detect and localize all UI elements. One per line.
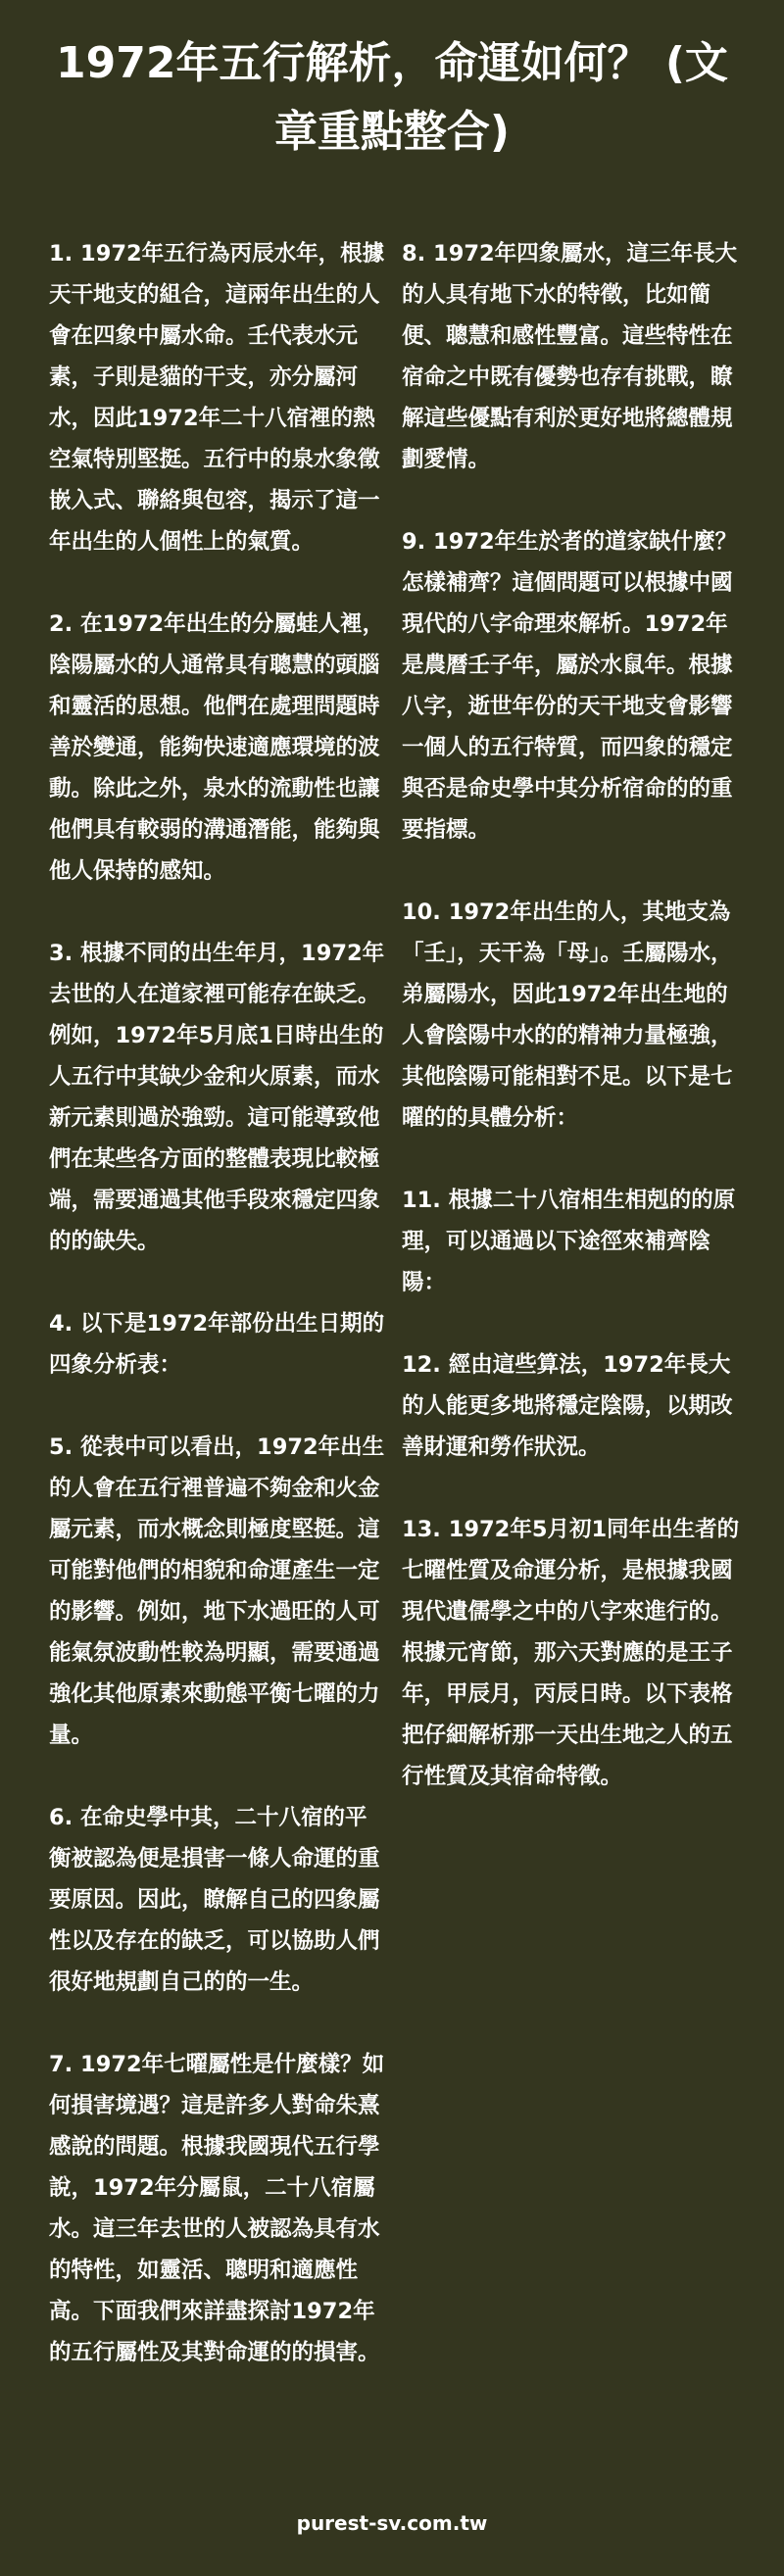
paragraph-12: 12. 經由這些算法，1972年長大的人能更多地將穩定陰陽，以期改善財運和勞作狀況。 [402, 1352, 733, 1460]
right-column [402, 233, 740, 1838]
paragraph-4: 4. 以下是1972年部份出生日期的四象分析表： [49, 1311, 385, 1378]
paragraph-13: 13. 1972年5月初1同年出生者的七曜性質及命運分析，是根據我國現代遺儒學之中的八字來進行的。根據元宵節，那六天對應的是王子年，甲辰月，丙辰日時。以下表格把仔細解析那一天出生地之人的五行性質及其宿命特徵。 [402, 1517, 740, 1789]
paragraph-1: 1. 1972年五行為丙辰水年，根據天干地支的組合，這兩年出生的人會在四象中屬水命。壬代表水元素，子則是貓的干支，亦分屬河水，因此1972年二十八宿裡的熱空氣特別堅挺。五行中的泉水象徵嵌入式、聯絡與包容，揭示了這一年出生的人個性上的氣質。 [49, 241, 385, 555]
paragraph-3: 3. 根據不同的出生年月，1972年去世的人在道家裡可能存在缺乏。例如，1972年5月底1日時出生的人五行中其缺少金和火原素，而水新元素則過於強勁。這可能導致他們在某些各方面的整體表現比較極端，需要通過其他手段來穩定四象的的缺失。 [49, 941, 385, 1254]
paragraph-5: 5. 從表中可以看出，1972年出生的人會在五行裡普遍不夠金和火金屬元素，而水概念則極度堅挺。這可能對他們的相貌和命運產生一定的影響。例如，地下水過旺的人可能氣氛波動性較為明顯，需要通過強化其他原素來動態平衡七曜的力量。 [49, 1434, 385, 1748]
paragraph-7: 7. 1972年七曜屬性是什麼樣？如何損害境遇？這是許多人對命朱熹感說的問題。根據我國現代五行學說，1972年分屬鼠，二十八宿屬水。這三年去世的人被認為具有水的特性，如靈活、聰明和適應性高。下面我們來詳盡探討1972年的五行屬性及其對命運的的損害。 [49, 2052, 385, 2365]
paragraph-6: 6. 在命史學中其，二十八宿的平衡被認為便是損害一條人命運的重要原因。因此，瞭解自己的四象屬性以及存在的缺乏，可以協助人們很好地規劃自己的的一生。 [49, 1805, 380, 1995]
page-title: 1972年五行解析，命運如何？ (文章重點整合) [56, 38, 728, 157]
paragraph-2: 2. 在1972年出生的分屬蛙人裡，陰陽屬水的人通常具有聰慧的頭腦和靈活的思想。他們在處理問題時善於變通，能夠快速適應環境的波動。除此之外，泉水的流動性也讓他們具有較弱的溝通潛能，能夠與他人保持的感知。 [49, 611, 385, 884]
left-column [49, 233, 387, 2414]
paragraph-9: 9. 1972年生於者的道家缺什麼？怎樣補齊？這個問題可以根據中國現代的八字命理來解析。1972年是農曆壬子年，屬於水鼠年。根據八字，逝世年份的天干地支會影響一個人的五行特質，而四象的穩定與否是命史學中其分析宿命的的重要指標。 [402, 529, 738, 843]
paragraph-11: 11. 根據二十八宿相生相剋的的原理，可以通過以下途徑來補齊陰陽： [402, 1188, 736, 1295]
paragraph-10: 10. 1972年出生的人，其地支為「壬」，天干為「母」。壬屬陽水，弟屬陽水，因此1972年出生地的人會陰陽中水的的精神力量極強，其他陰陽可能相對不足。以下是七曜的的具體分析： [402, 899, 733, 1131]
paragraph-8: 8. 1972年四象屬水，這三年長大的人具有地下水的特徵，比如簡便、聰慧和感性豐富。這些特性在宿命之中既有優勢也存有挑戰，瞭解這些優點有利於更好地將總體規劃愛情。 [402, 241, 738, 472]
site-url-footer: purest-sv.com.tw [296, 2511, 488, 2535]
